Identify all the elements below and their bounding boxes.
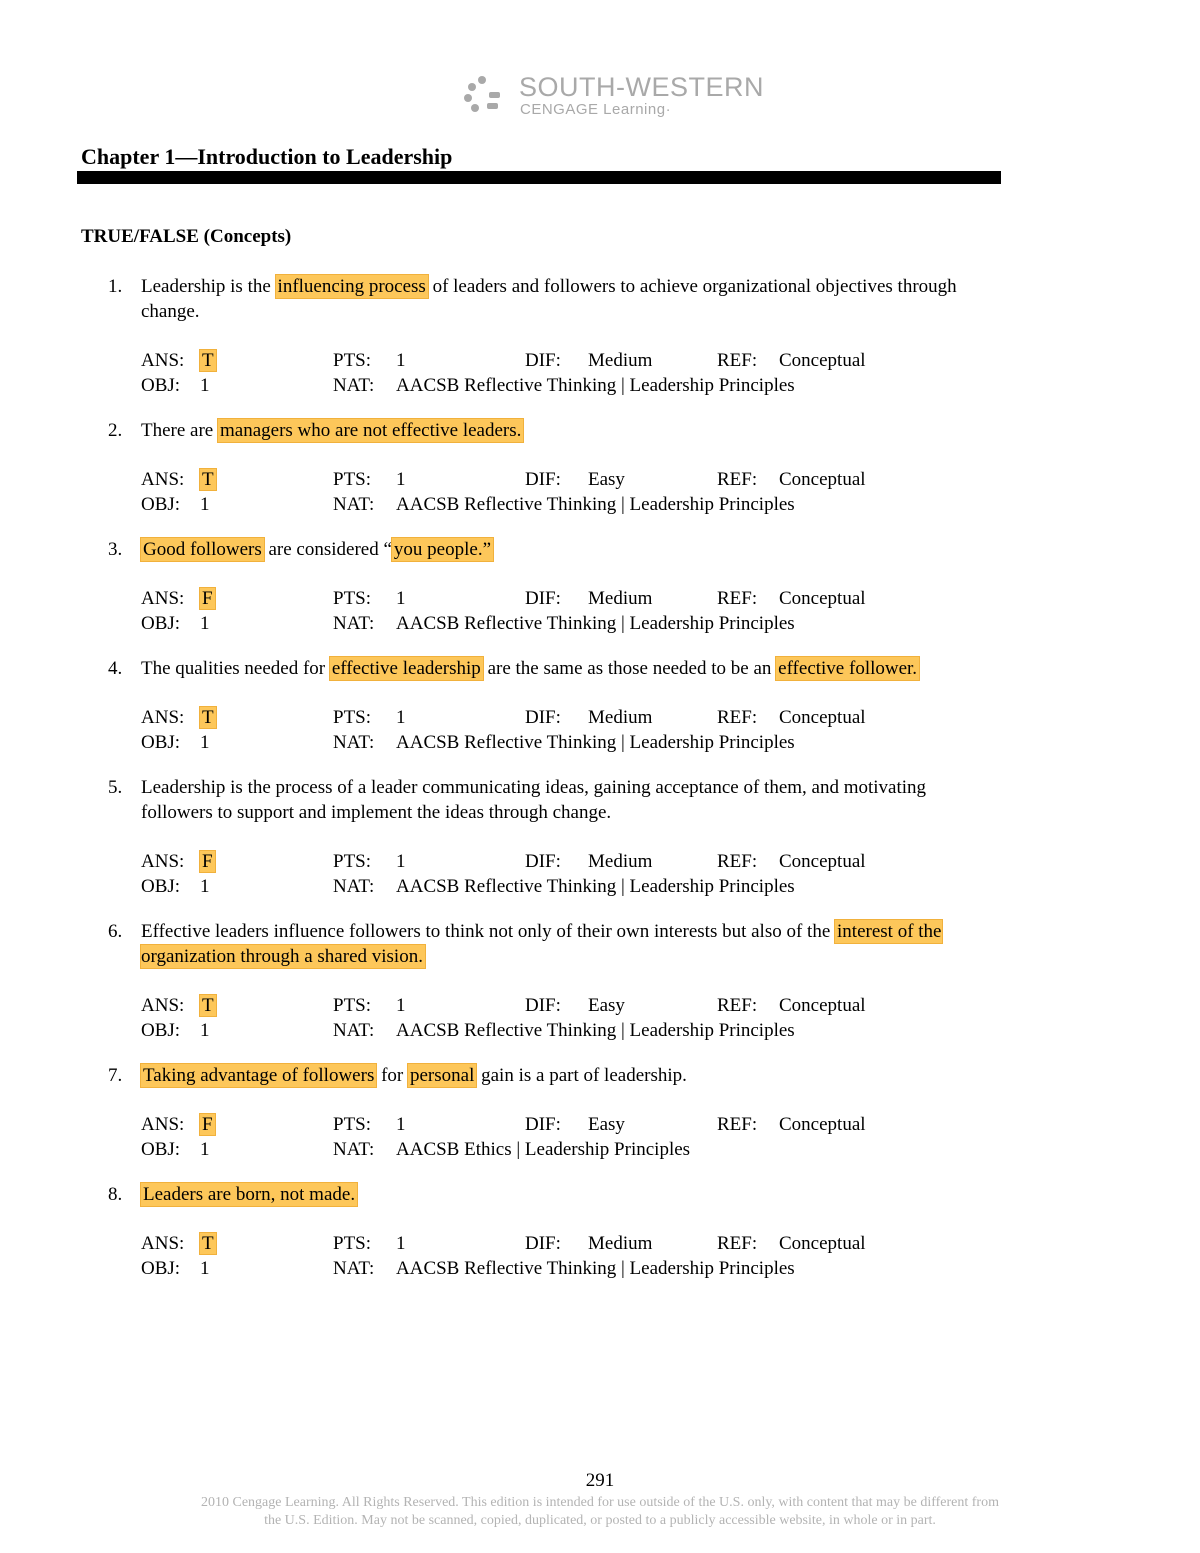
answer-highlight: T (202, 1233, 214, 1254)
reference-label: REF: (717, 588, 758, 609)
difficulty-value: Medium (588, 1233, 653, 1254)
reference-label: REF: (717, 350, 758, 371)
highlighted-phrase: personal (410, 1065, 475, 1086)
metadata-row-objective (141, 1256, 1001, 1281)
reference-value: Conceptual (779, 851, 866, 872)
ans-label: ANS: (141, 851, 185, 872)
question-text-segment: are the same as those needed to be an (482, 658, 777, 679)
answer-highlight: F (202, 588, 213, 609)
objective-label: OBJ: (141, 613, 181, 634)
metadata-row-answer (141, 993, 1001, 1018)
question-item (0, 919, 1200, 1043)
national-standard-label: NAT: (333, 613, 375, 634)
answer-value (200, 467, 216, 492)
answer-highlight: T (202, 350, 214, 371)
title-rule (77, 171, 1001, 184)
highlighted-phrase: interest of the organization through a shared vision. (141, 921, 942, 967)
points-value: 1 (396, 707, 406, 728)
national-standard-value: AACSB Reflective Thinking | Leadership Principles (396, 494, 795, 515)
answer-metadata (141, 467, 1200, 517)
metadata-row-answer (141, 348, 1001, 373)
question-text-segment: for (376, 1065, 408, 1086)
reference-label: REF: (717, 1233, 758, 1254)
answer-value (200, 348, 216, 373)
objective-label: OBJ: (141, 1139, 181, 1160)
objective-value: 1 (200, 494, 210, 515)
points-value: 1 (396, 350, 406, 371)
answer-highlight: F (202, 1114, 213, 1135)
reference-label: REF: (717, 707, 758, 728)
metadata-row-objective (141, 1137, 1001, 1162)
national-standard-label: NAT: (333, 1258, 375, 1279)
points-label: PTS: (333, 1233, 372, 1254)
difficulty-label: DIF: (525, 350, 561, 371)
metadata-row-answer (141, 1231, 1001, 1256)
chapter-title: Chapter 1—Introduction to Leadership (81, 144, 453, 169)
question-number: 4. (108, 658, 123, 679)
difficulty-label: DIF: (525, 1233, 561, 1254)
question-text (141, 1063, 1001, 1088)
answer-metadata (141, 1112, 1200, 1162)
reference-value: Conceptual (779, 707, 866, 728)
objective-value: 1 (200, 1139, 210, 1160)
metadata-row-answer (141, 1112, 1001, 1137)
highlighted-phrase: effective leadership (331, 658, 481, 679)
national-standard-label: NAT: (333, 494, 375, 515)
answer-highlight: F (202, 851, 213, 872)
reference-label: REF: (717, 1114, 758, 1135)
answer-highlight: T (202, 995, 214, 1016)
objective-value: 1 (200, 613, 210, 634)
national-standard-label: NAT: (333, 732, 375, 753)
answer-highlight: T (202, 469, 214, 490)
question-text-segment: gain is a part of leadership. (476, 1065, 687, 1086)
objective-label: OBJ: (141, 494, 181, 515)
question-number: 7. (108, 1065, 123, 1086)
points-value: 1 (396, 1233, 406, 1254)
objective-value: 1 (200, 375, 210, 396)
difficulty-value: Easy (588, 469, 625, 490)
difficulty-value: Medium (588, 350, 653, 371)
points-value: 1 (396, 1114, 406, 1135)
difficulty-label: DIF: (525, 851, 561, 872)
points-value: 1 (396, 851, 406, 872)
metadata-row-objective (141, 492, 1001, 517)
difficulty-value: Medium (588, 707, 653, 728)
question-text-segment: There are (141, 420, 218, 441)
points-label: PTS: (333, 1114, 372, 1135)
difficulty-value: Easy (588, 995, 625, 1016)
points-label: PTS: (333, 469, 372, 490)
reference-value: Conceptual (779, 350, 866, 371)
reference-value: Conceptual (779, 1233, 866, 1254)
objective-value: 1 (200, 732, 210, 753)
answer-metadata (141, 1231, 1200, 1281)
points-label: PTS: (333, 350, 372, 371)
question-item (0, 537, 1200, 636)
section-heading: TRUE/FALSE (Concepts) (81, 226, 292, 247)
ans-label: ANS: (141, 1114, 185, 1135)
objective-label: OBJ: (141, 876, 181, 897)
question-text-segment: Leadership is the (141, 276, 276, 297)
answer-value (200, 1231, 216, 1256)
question-text (141, 537, 1001, 562)
answer-value (200, 993, 216, 1018)
question-text (141, 656, 1001, 681)
national-standard-value: AACSB Reflective Thinking | Leadership Principles (396, 1020, 795, 1041)
national-standard-value: AACSB Reflective Thinking | Leadership Principles (396, 613, 795, 634)
difficulty-label: DIF: (525, 995, 561, 1016)
ans-label: ANS: (141, 1233, 185, 1254)
question-number: 6. (108, 921, 123, 942)
objective-value: 1 (200, 1258, 210, 1279)
points-value: 1 (396, 995, 406, 1016)
difficulty-label: DIF: (525, 1114, 561, 1135)
question-text-segment: Leadership is the process of a leader communicating ideas, gaining acceptance of them, and motivating followers to support and implement the ideas through change. (141, 777, 927, 823)
metadata-row-objective (141, 874, 1001, 899)
answer-metadata (141, 849, 1200, 899)
logo-subtitle: CENGAGE Learning· (520, 101, 672, 118)
logo-title: SOUTH-WESTERN (519, 72, 764, 102)
reference-label: REF: (717, 469, 758, 490)
question-text (141, 418, 1001, 443)
points-value: 1 (396, 469, 406, 490)
points-label: PTS: (333, 707, 372, 728)
difficulty-value: Medium (588, 588, 653, 609)
metadata-row-objective (141, 373, 1001, 398)
question-text (141, 1182, 1001, 1207)
national-standard-value: AACSB Reflective Thinking | Leadership Principles (396, 1258, 795, 1279)
footer-line-1: 2010 Cengage Learning. All Rights Reserved. This edition is intended for use outside of the U.S. only, with content that may be different from (201, 1495, 999, 1510)
difficulty-label: DIF: (525, 588, 561, 609)
points-label: PTS: (333, 995, 372, 1016)
difficulty-value: Easy (588, 1114, 625, 1135)
copyright-footer (0, 1494, 1200, 1530)
difficulty-label: DIF: (525, 469, 561, 490)
reference-value: Conceptual (779, 588, 866, 609)
difficulty-label: DIF: (525, 707, 561, 728)
metadata-row-answer (141, 849, 1001, 874)
question-item (0, 656, 1200, 755)
highlighted-phrase: Leaders are born, not made. (143, 1184, 356, 1205)
metadata-row-answer (141, 705, 1001, 730)
highlighted-phrase: you people.” (393, 539, 491, 560)
question-number: 8. (108, 1184, 123, 1205)
answer-metadata (141, 993, 1200, 1043)
question-text-segment: of leaders and followers to achieve organizational objectives through change. (141, 276, 957, 322)
objective-value: 1 (200, 1020, 210, 1041)
reference-value: Conceptual (779, 1114, 866, 1135)
highlighted-phrase: influencing process (277, 276, 426, 297)
ans-label: ANS: (141, 469, 185, 490)
metadata-row-answer (141, 586, 1001, 611)
reference-label: REF: (717, 851, 758, 872)
ans-label: ANS: (141, 350, 185, 371)
answer-metadata (141, 586, 1200, 636)
question-item (0, 1182, 1200, 1281)
cengage-dots-icon (462, 76, 512, 116)
reference-value: Conceptual (779, 469, 866, 490)
question-text-segment: Effective leaders influence followers to think not only of their own interests but also of the (141, 921, 836, 942)
objective-label: OBJ: (141, 1258, 181, 1279)
question-item (0, 775, 1200, 899)
national-standard-value: AACSB Reflective Thinking | Leadership Principles (396, 732, 795, 753)
national-standard-value: AACSB Reflective Thinking | Leadership Principles (396, 375, 795, 396)
ans-label: ANS: (141, 588, 185, 609)
national-standard-value: AACSB Reflective Thinking | Leadership Principles (396, 876, 795, 897)
question-number: 3. (108, 539, 123, 560)
answer-value (200, 1112, 215, 1137)
question-text-segment: The qualities needed for (141, 658, 330, 679)
reference-value: Conceptual (779, 995, 866, 1016)
answer-value (200, 849, 215, 874)
answer-metadata (141, 705, 1200, 755)
ans-label: ANS: (141, 995, 185, 1016)
question-number: 1. (108, 276, 123, 297)
national-standard-label: NAT: (333, 375, 375, 396)
highlighted-phrase: managers who are not effective leaders. (220, 420, 522, 441)
national-standard-value: AACSB Ethics | Leadership Principles (396, 1139, 691, 1160)
metadata-row-answer (141, 467, 1001, 492)
question-text (141, 919, 1001, 969)
metadata-row-objective (141, 1018, 1001, 1043)
difficulty-value: Medium (588, 851, 653, 872)
objective-label: OBJ: (141, 375, 181, 396)
objective-label: OBJ: (141, 732, 181, 753)
highlighted-phrase: effective follower. (778, 658, 918, 679)
objective-value: 1 (200, 876, 210, 897)
question-item (0, 274, 1200, 398)
question-text-segment: are considered “ (263, 539, 392, 560)
publisher-logo (462, 70, 762, 124)
objective-label: OBJ: (141, 1020, 181, 1041)
reference-label: REF: (717, 995, 758, 1016)
question-number: 5. (108, 777, 123, 798)
points-label: PTS: (333, 851, 372, 872)
page-number: 291 (585, 1470, 615, 1491)
answer-value (200, 586, 215, 611)
ans-label: ANS: (141, 707, 185, 728)
question-item (0, 418, 1200, 517)
question-item (0, 1063, 1200, 1162)
metadata-row-objective (141, 611, 1001, 636)
question-text (141, 274, 1001, 324)
answer-metadata (141, 348, 1200, 398)
question-text (141, 775, 1001, 825)
question-list (0, 274, 1200, 1301)
question-number: 2. (108, 420, 123, 441)
national-standard-label: NAT: (333, 1020, 375, 1041)
footer-line-2: the U.S. Edition. May not be scanned, copied, duplicated, or posted to a publicly accessible website, in whole or in part. (264, 1513, 936, 1528)
answer-value (200, 705, 216, 730)
highlighted-phrase: Taking advantage of followers (143, 1065, 375, 1086)
highlighted-phrase: Good followers (143, 539, 262, 560)
points-label: PTS: (333, 588, 372, 609)
answer-highlight: T (202, 707, 214, 728)
metadata-row-objective (141, 730, 1001, 755)
points-value: 1 (396, 588, 406, 609)
national-standard-label: NAT: (333, 876, 375, 897)
national-standard-label: NAT: (333, 1139, 375, 1160)
